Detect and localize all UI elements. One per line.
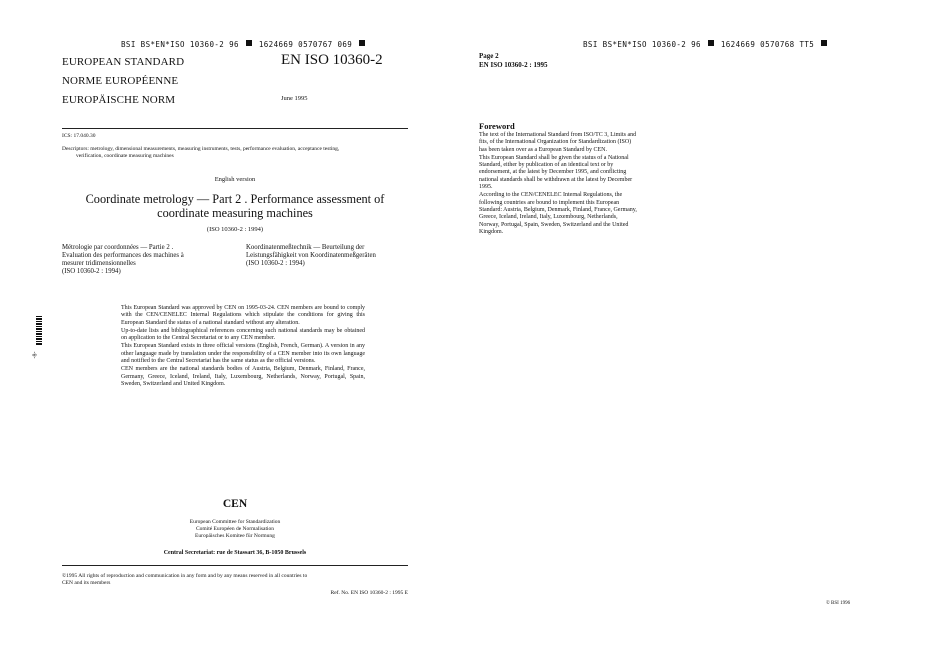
- cen-name-de: Europäisches Komitee für Normung: [195, 532, 275, 539]
- black-square-icon: [708, 40, 714, 46]
- descriptors-line2: verification, coordinate measuring machines: [76, 152, 174, 159]
- right-header-number: 1624669 0570768 TT5: [720, 40, 815, 49]
- approval-text: [121, 305, 365, 389]
- doc-number: EN ISO 10360-2: [281, 52, 383, 68]
- approval-paragraph: This European Standard exists in three official versions (English, French, German). A version in any other language made by translation under the responsibility of a CEN member into its own language and notified to the Central Secretariat has the same status as the official versions.: [121, 343, 365, 365]
- doc-date: June 1995: [281, 95, 308, 102]
- german-line3: (ISO 10360-2 : 1994): [246, 260, 305, 268]
- standard-names: [62, 53, 262, 110]
- german-title: [246, 244, 416, 268]
- standard-name-de: EUROPÄISCHE NORM: [62, 94, 176, 106]
- cen-name-en: European Committee for Standardization: [189, 519, 281, 525]
- descriptors-line1: Descriptors: metrology, dimensional measurements, measuring instruments, tests, performance evaluation, acceptance testing,: [62, 146, 340, 152]
- right-header-code: BSI BS*EN*ISO 10360-2 96: [583, 40, 701, 49]
- cen-title: CEN: [222, 498, 248, 510]
- side-label: -8-: [32, 351, 39, 359]
- french-line2: Evaluation des performances des machines à: [62, 252, 184, 260]
- standard-name-fr: NORME EUROPÉENNE: [62, 75, 179, 87]
- bsi-copyright: © BSI 1996: [826, 601, 851, 606]
- page-doc-ref: EN ISO 10360-2 : 1995: [479, 61, 548, 69]
- copyright-line1: ©1995 All rights of reproduction and communication in any form and by any means reserved in all countries to: [62, 573, 308, 579]
- approval-paragraph: Up-to-date lists and bibliographical references concerning such national standards may be obtained on application to the Central Secretariat or to any CEN member.: [121, 327, 365, 342]
- left-header-number: 1624669 0570767 069: [258, 40, 353, 49]
- black-square-icon: [821, 40, 827, 46]
- foreword-paragraph: This European Standard shall be given the status of a National Standard, either by publication of an identical text or by endorsement, at the latest by December 1995, and conflicting national standards shall be withdrawn at the latest by December 1995.: [479, 154, 633, 191]
- black-square-icon: [359, 40, 365, 46]
- approval-paragraph: This European Standard was approved by CEN on 1995-03-24. CEN members are bound to comply with the CEN/CENELEC Internal Regulations which stipulate the conditions for giving this European Standard the status of a national standard without any alteration.: [121, 305, 365, 326]
- french-line4: (ISO 10360-2 : 1994): [62, 268, 121, 276]
- left-header-code: BSI BS*EN*ISO 10360-2 96: [121, 40, 239, 49]
- copyright-notice: [62, 573, 408, 586]
- title-line1: Coordinate metrology — Part 2 . Performance assessment of: [85, 192, 385, 206]
- cen-names: [62, 519, 408, 539]
- version-label: English version: [214, 176, 256, 183]
- document-title: [62, 192, 408, 220]
- cen-name-fr: Comité Européen de Normalisation: [195, 525, 275, 532]
- german-line2: Leistungsfähigkeit von Koordinatenmeßgeräten: [246, 252, 376, 260]
- left-header-line: [121, 40, 367, 49]
- german-line1: Koordinatenmeßtechnik — Beurteilung der: [246, 244, 365, 251]
- cen-secretariat: Central Secretariat: rue de Stassart 36, B-1050 Brussels: [163, 550, 307, 556]
- foreword-text: [479, 132, 639, 237]
- ics-code: ICS: 17.040.30: [62, 133, 96, 139]
- approval-paragraph: CEN members are the national standards bodies of Austria, Belgium, Denmark, Finland, France, Germany, Greece, Iceland, Ireland, Italy, Luxembourg, Netherlands, Norway, Portugal, Spain, Sweden, Switzerland and United Kingdom.: [121, 366, 365, 387]
- foreword-paragraph: The text of the International Standard from ISO/TC 3, Limits and fits, of the International Organization for Standardization (ISO) has been taken over as a European Standard by CEN.: [479, 132, 637, 153]
- standard-name-en: EUROPEAN STANDARD: [62, 56, 185, 68]
- title-iso-ref: (ISO 10360-2 : 1994): [206, 226, 264, 233]
- french-line3: mesurer tridimensionnelles: [62, 260, 136, 268]
- foreword-title: Foreword: [479, 121, 515, 131]
- divider-top: [62, 128, 408, 129]
- page-heading: [479, 52, 547, 70]
- french-title: [62, 244, 242, 276]
- descriptors: [62, 146, 402, 159]
- page-label: Page 2: [479, 52, 499, 60]
- title-line2: coordinate measuring machines: [157, 206, 313, 220]
- divider-bottom: [62, 565, 408, 566]
- french-line1: Métrologie par coordonnées — Partie 2 .: [62, 244, 174, 251]
- reference-number: Ref. No. EN ISO 10360-2 : 1995 E: [330, 590, 408, 596]
- black-square-icon: [246, 40, 252, 46]
- right-header-line: [583, 40, 829, 49]
- barcode-mark: [36, 316, 42, 346]
- copyright-line2: CEN and its members: [62, 579, 111, 586]
- foreword-paragraph: According to the CEN/CENELEC Internal Regulations, the following countries are bound to implement this European Standard: Austria, Belgium, Denmark, Finland, France, Germany, Greece, Iceland, Ireland, Italy, Luxembourg, Netherlands, Norway, Portugal, Spain, Sweden, Switzerland and the United Kingdom.: [479, 192, 637, 235]
